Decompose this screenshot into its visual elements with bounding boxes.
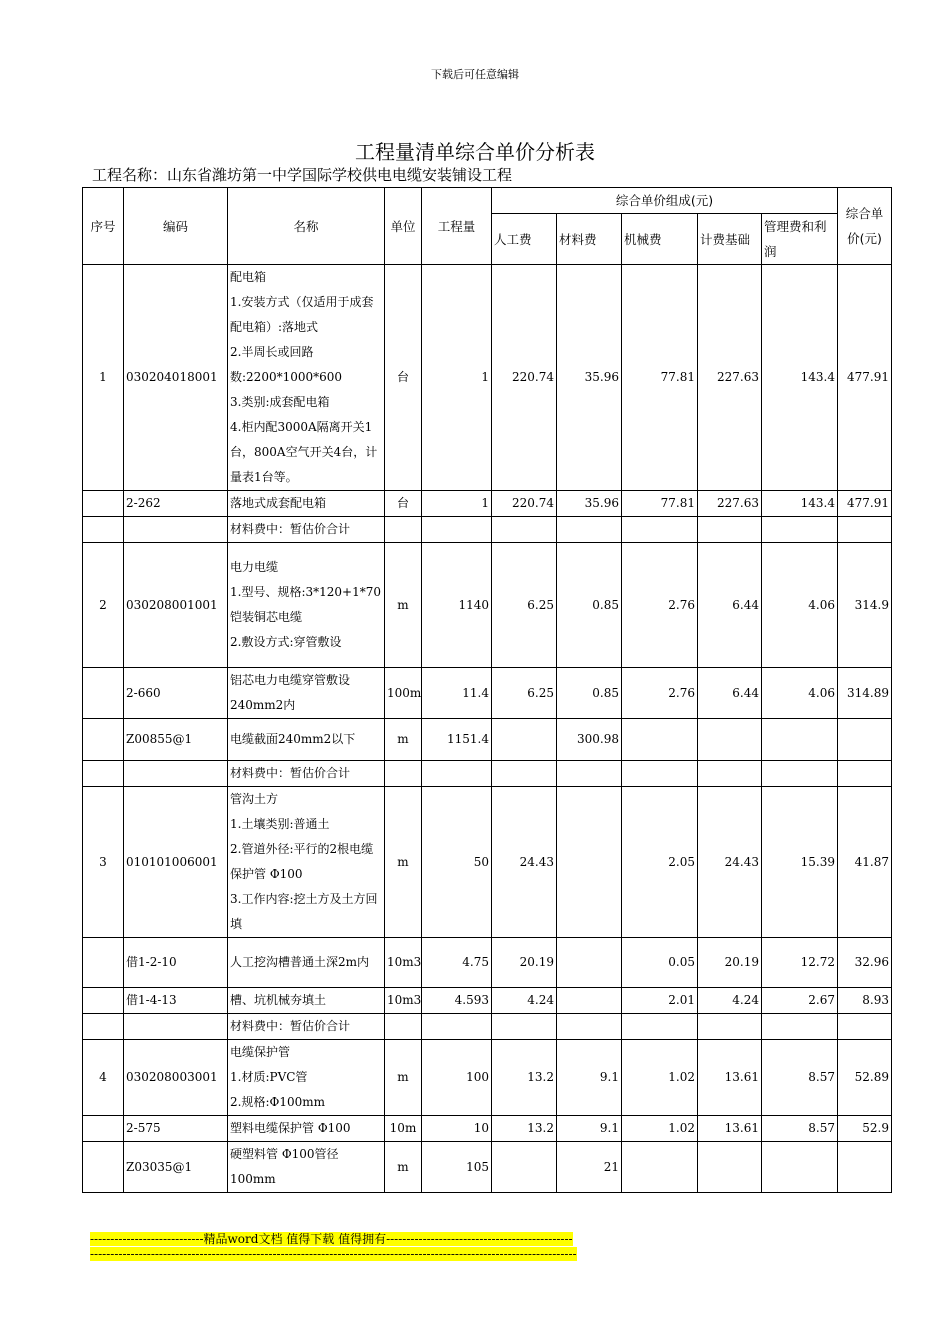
cell-labor <box>492 517 557 543</box>
cell-total: 314.89 <box>838 668 892 719</box>
cell-seq: 3 <box>83 787 124 938</box>
header-qty: 工程量 <box>422 188 492 265</box>
header-mgmt: 管理费和利润 <box>762 214 838 265</box>
cell-code <box>124 761 228 787</box>
cell-material <box>557 517 622 543</box>
table-row <box>83 988 892 1014</box>
cell-total: 52.9 <box>838 1116 892 1142</box>
cell-unit: m <box>385 543 422 668</box>
cell-seq <box>83 938 124 988</box>
table-row <box>83 517 892 543</box>
cell-seq <box>83 761 124 787</box>
cell-seq <box>83 1142 124 1193</box>
cell-unit <box>385 761 422 787</box>
table-row <box>83 1014 892 1040</box>
cell-seq <box>83 1014 124 1040</box>
cell-labor <box>492 719 557 761</box>
cell-total: 314.9 <box>838 543 892 668</box>
cell-labor: 220.74 <box>492 265 557 491</box>
header-code: 编码 <box>124 188 228 265</box>
cell-material: 35.96 <box>557 265 622 491</box>
cell-machine <box>622 719 698 761</box>
cell-code: 010101006001 <box>124 787 228 938</box>
cell-qty <box>422 761 492 787</box>
header-seq: 序号 <box>83 188 124 265</box>
cell-total <box>838 517 892 543</box>
cell-machine: 77.81 <box>622 491 698 517</box>
cell-labor: 13.2 <box>492 1040 557 1116</box>
cell-labor: 220.74 <box>492 491 557 517</box>
cell-total: 52.89 <box>838 1040 892 1116</box>
cell-unit: 100m <box>385 668 422 719</box>
cell-labor: 6.25 <box>492 543 557 668</box>
cell-base <box>698 1014 762 1040</box>
cell-machine <box>622 1142 698 1193</box>
cell-qty: 1 <box>422 491 492 517</box>
cell-unit: 10m <box>385 1116 422 1142</box>
cell-code: 030208003001 <box>124 1040 228 1116</box>
cell-total: 477.91 <box>838 265 892 491</box>
cell-qty <box>422 1014 492 1040</box>
table-row <box>83 719 892 761</box>
cell-machine: 2.05 <box>622 787 698 938</box>
footer-line-2: ------------------------------------------------------------------------------------------------------------------------ <box>90 1247 577 1261</box>
cell-name: 电力电缆 1.型号、规格:3*120+1*70铠装铜芯电缆 2.敷设方式:穿管敷设 <box>228 543 385 668</box>
cell-labor <box>492 1142 557 1193</box>
document-title: 工程量清单综合单价分析表 <box>355 140 595 164</box>
cell-machine: 2.76 <box>622 668 698 719</box>
cell-name: 电缆截面240mm2以下 <box>228 719 385 761</box>
cell-code: 2-262 <box>124 491 228 517</box>
cell-machine: 0.05 <box>622 938 698 988</box>
cell-seq <box>83 988 124 1014</box>
cell-machine: 2.01 <box>622 988 698 1014</box>
header-machine: 机械费 <box>622 214 698 265</box>
cell-labor <box>492 1014 557 1040</box>
cell-qty: 50 <box>422 787 492 938</box>
cell-qty: 4.75 <box>422 938 492 988</box>
cell-material <box>557 761 622 787</box>
header-total: 综合单价(元) <box>838 188 892 265</box>
cell-base <box>698 719 762 761</box>
header-material: 材料费 <box>557 214 622 265</box>
cell-code: 借1-4-13 <box>124 988 228 1014</box>
cell-unit: 10m3 <box>385 938 422 988</box>
project-name: 工程名称：山东省潍坊第一中学国际学校供电电缆安装铺设工程 <box>92 166 513 184</box>
cell-code <box>124 1014 228 1040</box>
cell-code: 2-660 <box>124 668 228 719</box>
cell-base <box>698 761 762 787</box>
cell-base: 6.44 <box>698 543 762 668</box>
cell-mgmt: 2.67 <box>762 988 838 1014</box>
cell-qty: 105 <box>422 1142 492 1193</box>
cell-mgmt <box>762 761 838 787</box>
cell-name: 人工挖沟槽普通土深2m内 <box>228 938 385 988</box>
cell-base: 227.63 <box>698 265 762 491</box>
cell-material <box>557 938 622 988</box>
table-row <box>83 761 892 787</box>
cell-base: 20.19 <box>698 938 762 988</box>
cell-qty: 1151.4 <box>422 719 492 761</box>
table-row <box>83 491 892 517</box>
table-row <box>83 668 892 719</box>
cell-name: 材料费中：暂估价合计 <box>228 1014 385 1040</box>
cell-seq: 4 <box>83 1040 124 1116</box>
cell-machine <box>622 761 698 787</box>
cell-total <box>838 761 892 787</box>
cell-qty: 1 <box>422 265 492 491</box>
cell-unit: 10m3 <box>385 988 422 1014</box>
cell-base <box>698 1142 762 1193</box>
cell-labor: 13.2 <box>492 1116 557 1142</box>
cell-total: 8.93 <box>838 988 892 1014</box>
cell-code: 借1-2-10 <box>124 938 228 988</box>
cell-unit: 台 <box>385 491 422 517</box>
cell-name: 硬塑料管 Φ100管径100mm <box>228 1142 385 1193</box>
cell-labor: 6.25 <box>492 668 557 719</box>
cell-unit <box>385 517 422 543</box>
cell-material: 35.96 <box>557 491 622 517</box>
cell-labor: 20.19 <box>492 938 557 988</box>
cell-total <box>838 1014 892 1040</box>
table-row <box>83 543 892 668</box>
cell-code: Z00855@1 <box>124 719 228 761</box>
cell-base: 6.44 <box>698 668 762 719</box>
cell-unit: m <box>385 1142 422 1193</box>
cell-mgmt: 15.39 <box>762 787 838 938</box>
cell-code: 2-575 <box>124 1116 228 1142</box>
cell-mgmt: 4.06 <box>762 668 838 719</box>
cell-machine <box>622 517 698 543</box>
cell-unit: m <box>385 1040 422 1116</box>
cell-qty: 100 <box>422 1040 492 1116</box>
cell-material: 9.1 <box>557 1116 622 1142</box>
cell-material <box>557 988 622 1014</box>
cell-mgmt: 12.72 <box>762 938 838 988</box>
cell-mgmt <box>762 1014 838 1040</box>
cell-mgmt <box>762 1142 838 1193</box>
cell-total: 32.96 <box>838 938 892 988</box>
cell-mgmt <box>762 517 838 543</box>
cell-mgmt: 4.06 <box>762 543 838 668</box>
cell-machine: 77.81 <box>622 265 698 491</box>
cell-seq: 2 <box>83 543 124 668</box>
cell-total <box>838 719 892 761</box>
cell-material: 9.1 <box>557 1040 622 1116</box>
table-row <box>83 1142 892 1193</box>
cell-total <box>838 1142 892 1193</box>
cell-mgmt: 8.57 <box>762 1116 838 1142</box>
header-base: 计费基础 <box>698 214 762 265</box>
cell-qty: 4.593 <box>422 988 492 1014</box>
cell-name: 管沟土方 1.土壤类别:普通土 2.管道外径:平行的2根电缆保护管 Φ100 3.工作内容:挖土方及土方回填 <box>228 787 385 938</box>
cell-base: 24.43 <box>698 787 762 938</box>
header-note: 下载后可任意编辑 <box>431 68 519 81</box>
cell-name: 配电箱 1.安装方式（仅适用于成套配电箱）:落地式 2.半周长或回路数:2200*1000*600 3.类别:成套配电箱 4.柜内配3000A隔离开关1台，800A空气开关4台，计量表1台等。 <box>228 265 385 491</box>
cell-labor <box>492 761 557 787</box>
cell-code: Z03035@1 <box>124 1142 228 1193</box>
cell-qty: 1140 <box>422 543 492 668</box>
cell-qty <box>422 517 492 543</box>
cell-name: 电缆保护管 1.材质:PVC管 2.规格:Φ100mm <box>228 1040 385 1116</box>
cell-qty: 10 <box>422 1116 492 1142</box>
cell-material: 0.85 <box>557 543 622 668</box>
cell-material: 21 <box>557 1142 622 1193</box>
cell-material <box>557 1014 622 1040</box>
table-row <box>83 787 892 938</box>
cell-seq <box>83 517 124 543</box>
cell-name: 落地式成套配电箱 <box>228 491 385 517</box>
cell-machine: 1.02 <box>622 1040 698 1116</box>
cell-base: 13.61 <box>698 1040 762 1116</box>
cell-machine: 2.76 <box>622 543 698 668</box>
table-row <box>83 265 892 491</box>
cell-unit: 台 <box>385 265 422 491</box>
cell-qty: 11.4 <box>422 668 492 719</box>
cell-base: 4.24 <box>698 988 762 1014</box>
cell-material <box>557 787 622 938</box>
cell-seq: 1 <box>83 265 124 491</box>
table-row <box>83 1040 892 1116</box>
cell-base: 227.63 <box>698 491 762 517</box>
cell-unit: m <box>385 719 422 761</box>
cell-seq <box>83 719 124 761</box>
cell-total: 477.91 <box>838 491 892 517</box>
cell-seq <box>83 491 124 517</box>
cell-unit: m <box>385 787 422 938</box>
cell-mgmt: 143.4 <box>762 265 838 491</box>
cell-code: 030208001001 <box>124 543 228 668</box>
table-row <box>83 938 892 988</box>
cell-labor: 24.43 <box>492 787 557 938</box>
cell-total: 41.87 <box>838 787 892 938</box>
cell-mgmt: 8.57 <box>762 1040 838 1116</box>
cell-mgmt <box>762 719 838 761</box>
cell-labor: 4.24 <box>492 988 557 1014</box>
cell-base: 13.61 <box>698 1116 762 1142</box>
header-unit: 单位 <box>385 188 422 265</box>
cell-seq <box>83 1116 124 1142</box>
cell-name: 塑料电缆保护管 Φ100 <box>228 1116 385 1142</box>
cell-code <box>124 517 228 543</box>
table-row <box>83 1116 892 1142</box>
header-labor: 人工费 <box>492 214 557 265</box>
cell-name: 铝芯电力电缆穿管敷设240mm2内 <box>228 668 385 719</box>
cell-unit <box>385 1014 422 1040</box>
cell-seq <box>83 668 124 719</box>
cell-base <box>698 517 762 543</box>
cell-material: 300.98 <box>557 719 622 761</box>
header-group: 综合单价组成(元) <box>492 188 838 214</box>
cell-material: 0.85 <box>557 668 622 719</box>
cell-code: 030204018001 <box>124 265 228 491</box>
cell-machine <box>622 1014 698 1040</box>
cell-name: 材料费中：暂估价合计 <box>228 761 385 787</box>
cell-name: 材料费中：暂估价合计 <box>228 517 385 543</box>
cell-mgmt: 143.4 <box>762 491 838 517</box>
cell-name: 槽、坑机械夯填土 <box>228 988 385 1014</box>
unit-price-analysis-table <box>82 187 892 1193</box>
header-name: 名称 <box>228 188 385 265</box>
footer-line-1: ----------------------------精品word文档 值得下载 值得拥有---------------------------------------------- <box>90 1232 573 1246</box>
cell-machine: 1.02 <box>622 1116 698 1142</box>
